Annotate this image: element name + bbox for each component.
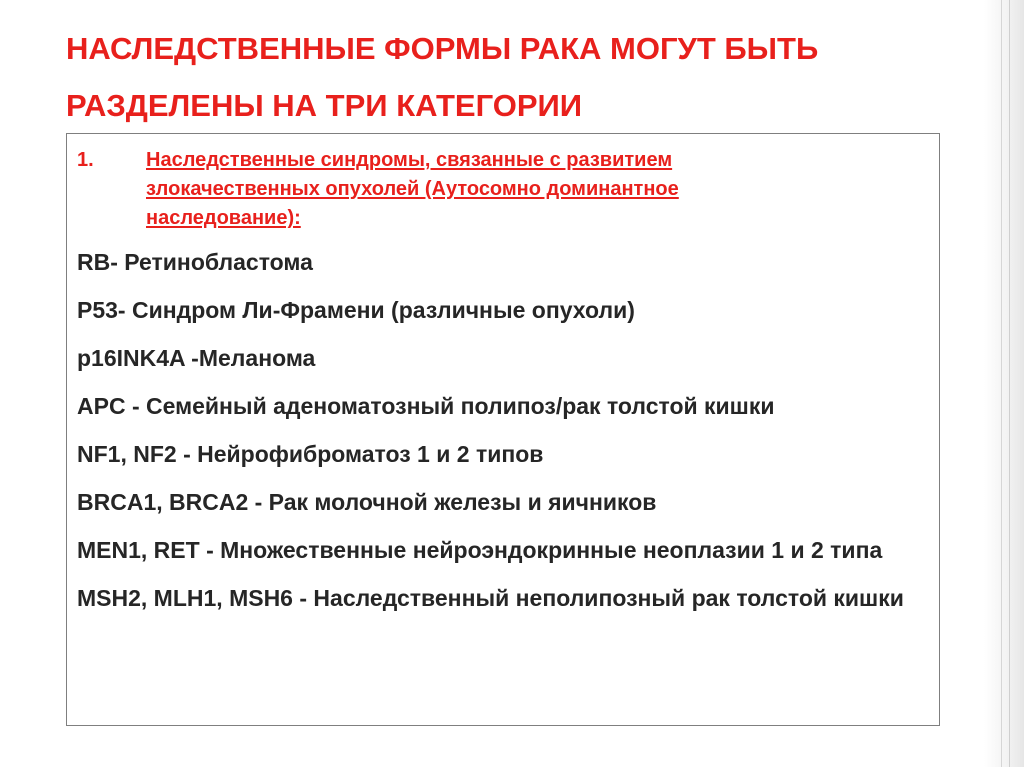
slide-title-line: НАСЛЕДСТВЕННЫЕ ФОРМЫ РАКА МОГУТ БЫТЬ [66,31,819,66]
page-edge-line [1001,0,1002,767]
syndrome-entry: APC - Семейный аденоматозный полипоз/рак толстой кишки [77,393,775,419]
syndrome-entry: P53- Синдром Ли-Фрамени (различные опухоли) [77,297,635,323]
syndrome-entry: p16INK4A -Меланома [77,345,316,371]
syndrome-entry: BRCA1, BRCA2 - Рак молочной железы и яичников [77,489,657,515]
page-edge-line [1009,0,1010,767]
content-body [77,146,929,616]
category-text-line: наследование): [146,207,301,229]
category-number: 1. [77,149,94,171]
syndrome-entry: RB- Ретинобластома [77,249,313,275]
slide-title-line: РАЗДЕЛЕНЫ НА ТРИ КАТЕГОРИИ [66,88,583,123]
slide-title [66,20,966,134]
category-text-line: злокачественных опухолей (Аутосомно доминантное [146,178,679,200]
page-edge-decoration [984,0,1024,767]
syndrome-entry: NF1, NF2 - Нейрофиброматоз 1 и 2 типов [77,441,544,467]
syndrome-entry: MEN1, RET - Множественные нейроэндокринные неоплазии 1 и 2 типа [77,537,883,563]
category-heading [77,146,929,233]
content-box [66,133,940,726]
syndrome-entry: MSH2, MLH1, MSH6 - Наследственный неполипозный рак толстой кишки [77,585,904,611]
category-text-line: Наследственные синдромы, связанные с развитием [146,149,673,171]
